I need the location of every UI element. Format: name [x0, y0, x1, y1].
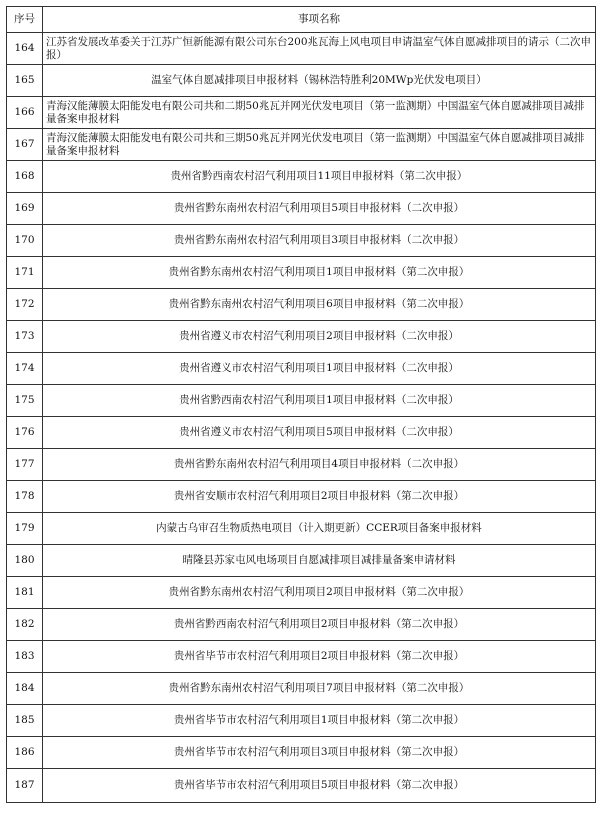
row-number: 181	[7, 577, 43, 609]
row-number: 175	[7, 385, 43, 417]
row-item-name: 贵州省黔东南州农村沼气利用项目6项目申报材料（第二次申报）	[43, 289, 596, 321]
table-row	[7, 353, 596, 385]
row-item-name: 贵州省毕节市农村沼气利用项目5项目申报材料（第二次申报）	[43, 769, 596, 803]
row-item-name: 贵州省黔西南农村沼气利用项目11项目申报材料（第二次申报）	[43, 161, 596, 193]
table-row	[7, 289, 596, 321]
table-row	[7, 225, 596, 257]
row-number: 176	[7, 417, 43, 449]
table-row	[7, 737, 596, 769]
table-row	[7, 161, 596, 193]
table-row	[7, 97, 596, 129]
header-no: 序号	[7, 7, 43, 33]
row-number: 179	[7, 513, 43, 545]
table-row	[7, 385, 596, 417]
row-item-name: 贵州省黔东南州农村沼气利用项目3项目申报材料（二次申报）	[43, 225, 596, 257]
row-item-name: 晴隆县苏家屯风电场项目自愿减排项目减排量备案申请材料	[43, 545, 596, 577]
row-item-name: 内蒙古乌审召生物质热电项目（计入期更新）CCER项目备案申报材料	[43, 513, 596, 545]
row-number: 185	[7, 705, 43, 737]
row-item-name: 贵州省遵义市农村沼气利用项目5项目申报材料（二次申报）	[43, 417, 596, 449]
items-table	[6, 6, 596, 803]
row-item-name: 贵州省黔东南州农村沼气利用项目4项目申报材料（二次申报）	[43, 449, 596, 481]
row-number: 183	[7, 641, 43, 673]
table-row	[7, 193, 596, 225]
row-item-name: 贵州省黔东南州农村沼气利用项目7项目申报材料（第二次申报）	[43, 673, 596, 705]
row-item-name: 贵州省遵义市农村沼气利用项目2项目申报材料（二次申报）	[43, 321, 596, 353]
row-item-name: 贵州省毕节市农村沼气利用项目2项目申报材料（第二次申报）	[43, 641, 596, 673]
row-item-name: 温室气体自愿减排项目申报材料（锡林浩特胜利20MWp光伏发电项目）	[43, 65, 596, 97]
row-number: 166	[7, 97, 43, 129]
table-row	[7, 609, 596, 641]
row-item-name: 贵州省黔东南州农村沼气利用项目2项目申报材料（第二次申报）	[43, 577, 596, 609]
table-row	[7, 417, 596, 449]
row-number: 169	[7, 193, 43, 225]
table-row	[7, 257, 596, 289]
row-number: 177	[7, 449, 43, 481]
row-item-name: 青海汉能薄膜太阳能发电有限公司共和二期50兆瓦并网光伏发电项目（第一监测期）中国温室气体自愿减排项目减排量备案申报材料	[43, 97, 596, 129]
row-item-name: 贵州省安顺市农村沼气利用项目2项目申报材料（第二次申报）	[43, 481, 596, 513]
row-item-name: 贵州省毕节市农村沼气利用项目3项目申报材料（第二次申报）	[43, 737, 596, 769]
row-number: 180	[7, 545, 43, 577]
row-item-name: 贵州省遵义市农村沼气利用项目1项目申报材料（二次申报）	[43, 353, 596, 385]
row-item-name: 贵州省黔西南农村沼气利用项目1项目申报材料（二次申报）	[43, 385, 596, 417]
table-row	[7, 449, 596, 481]
table-row	[7, 321, 596, 353]
table-header-row	[7, 7, 596, 33]
table-row	[7, 65, 596, 97]
row-number: 165	[7, 65, 43, 97]
row-number: 168	[7, 161, 43, 193]
row-number: 186	[7, 737, 43, 769]
table-row	[7, 33, 596, 65]
row-number: 182	[7, 609, 43, 641]
table-row	[7, 673, 596, 705]
table-row	[7, 481, 596, 513]
table-row	[7, 577, 596, 609]
table-row	[7, 129, 596, 161]
row-number: 174	[7, 353, 43, 385]
table-row	[7, 769, 596, 803]
row-number: 167	[7, 129, 43, 161]
row-number: 164	[7, 33, 43, 65]
table-body	[7, 33, 596, 803]
row-item-name: 贵州省黔东南州农村沼气利用项目5项目申报材料（二次申报）	[43, 193, 596, 225]
row-item-name: 青海汉能薄膜太阳能发电有限公司共和三期50兆瓦并网光伏发电项目（第一监测期）中国温室气体自愿减排项目减排量备案申报材料	[43, 129, 596, 161]
table-row	[7, 545, 596, 577]
row-number: 184	[7, 673, 43, 705]
row-number: 187	[7, 769, 43, 803]
row-item-name: 贵州省黔东南州农村沼气利用项目1项目申报材料（第二次申报）	[43, 257, 596, 289]
table-row	[7, 513, 596, 545]
row-number: 173	[7, 321, 43, 353]
row-item-name: 贵州省毕节市农村沼气利用项目1项目申报材料（第二次申报）	[43, 705, 596, 737]
table-row	[7, 705, 596, 737]
row-number: 172	[7, 289, 43, 321]
row-item-name: 贵州省黔西南农村沼气利用项目2项目申报材料（第二次申报）	[43, 609, 596, 641]
table-row	[7, 641, 596, 673]
row-number: 178	[7, 481, 43, 513]
header-name: 事项名称	[43, 7, 596, 33]
row-number: 171	[7, 257, 43, 289]
row-number: 170	[7, 225, 43, 257]
row-item-name: 江苏省发展改革委关于江苏广恒新能源有限公司东台200兆瓦海上风电项目申请温室气体自愿减排项目的请示（二次申报）	[43, 33, 596, 65]
